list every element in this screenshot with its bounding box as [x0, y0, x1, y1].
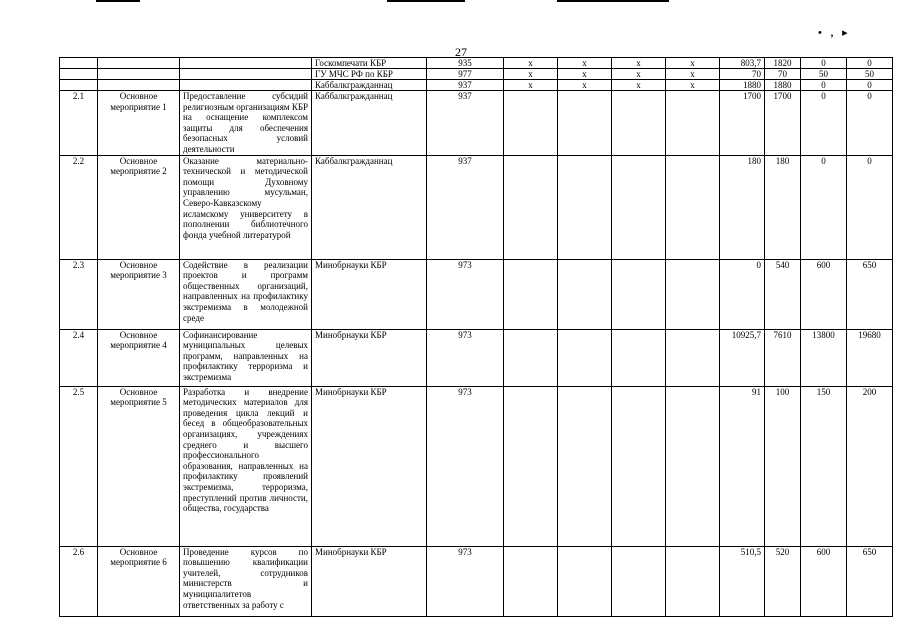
budget-table-body [60, 58, 893, 617]
x-cell: x [666, 80, 720, 91]
code-cell: 973 [427, 329, 504, 386]
amount-cell: 0 [720, 259, 765, 329]
empty-cell [504, 329, 558, 386]
empty-cell [180, 58, 312, 69]
amount-cell: 1700 [765, 91, 801, 156]
code-cell: 935 [427, 58, 504, 69]
empty-cell [98, 69, 180, 80]
empty-cell [558, 386, 612, 546]
executor-cell: ГУ МЧС РФ по КБР [312, 69, 427, 80]
empty-cell [612, 546, 666, 616]
amount-cell: 50 [847, 69, 893, 80]
empty-cell [504, 386, 558, 546]
amount-cell: 70 [765, 69, 801, 80]
amount-cell: 50 [801, 69, 847, 80]
scan-top-line [96, 0, 140, 2]
amount-cell: 600 [801, 259, 847, 329]
empty-cell [98, 58, 180, 69]
amount-cell: 7610 [765, 329, 801, 386]
x-cell: x [504, 58, 558, 69]
table-row [60, 546, 893, 616]
x-cell: x [558, 58, 612, 69]
measure-description: Оказание материально-технической и методической помощи Духовному управлению мусульман, Северо-Кавказскому исламскому университету в пополнении библиотечного фонда учебной литературой [180, 155, 312, 259]
table-row [60, 155, 893, 259]
amount-cell: 520 [765, 546, 801, 616]
amount-cell: 0 [847, 58, 893, 69]
empty-cell [666, 386, 720, 546]
row-number: 2.1 [60, 91, 98, 156]
empty-cell [612, 259, 666, 329]
amount-cell: 180 [720, 155, 765, 259]
header-row [60, 58, 893, 69]
measure-description: Разработка и внедрение методических материалов для проведения цикла лекций и бесед в общеобразовательных организациях, учреждениях среднего и высшего профессионального образования, направленных на профилактику проявлений экстремизма, терроризма, преступлений против личности, общества, государства [180, 386, 312, 546]
amount-cell: 180 [765, 155, 801, 259]
executor-cell: Минобрнауки КБР [312, 386, 427, 546]
amount-cell: 13800 [801, 329, 847, 386]
empty-cell [98, 80, 180, 91]
measure-name: Основное мероприятие 5 [98, 386, 180, 546]
x-cell: x [612, 58, 666, 69]
amount-cell: 0 [847, 80, 893, 91]
code-cell: 937 [427, 155, 504, 259]
amount-cell: 540 [765, 259, 801, 329]
measure-description: Содействие в реализации проектов и программ общественных организаций, направленных на профилактику экстремизма в молодежной среде [180, 259, 312, 329]
amount-cell: 19680 [847, 329, 893, 386]
amount-cell: 200 [847, 386, 893, 546]
amount-cell: 70 [720, 69, 765, 80]
executor-cell: Каббалкгражданнац [312, 80, 427, 91]
amount-cell: 650 [847, 259, 893, 329]
amount-cell: 1700 [720, 91, 765, 156]
executor-cell: Минобрнауки КБР [312, 259, 427, 329]
amount-cell: 150 [801, 386, 847, 546]
code-cell: 973 [427, 386, 504, 546]
row-number: 2.4 [60, 329, 98, 386]
empty-cell [612, 386, 666, 546]
amount-cell: 600 [801, 546, 847, 616]
empty-cell [180, 69, 312, 80]
x-cell: x [504, 69, 558, 80]
measure-description: Предоставление субсидий религиозным организациям КБР на оснащение комплексом защиты для обеспечения безопасных условий деятельности [180, 91, 312, 156]
empty-cell [666, 259, 720, 329]
executor-cell: Госкомпечати КБР [312, 58, 427, 69]
x-cell: x [666, 58, 720, 69]
empty-cell [180, 80, 312, 91]
amount-cell: 1820 [765, 58, 801, 69]
budget-table [59, 57, 893, 617]
code-cell: 937 [427, 80, 504, 91]
header-row [60, 80, 893, 91]
amount-cell: 0 [801, 80, 847, 91]
table-row [60, 259, 893, 329]
code-cell: 977 [427, 69, 504, 80]
amount-cell: 0 [801, 91, 847, 156]
amount-cell: 10925,7 [720, 329, 765, 386]
empty-cell [666, 155, 720, 259]
measure-name: Основное мероприятие 4 [98, 329, 180, 386]
code-cell: 973 [427, 546, 504, 616]
empty-cell [504, 259, 558, 329]
corner-mark: • , ▸ [818, 27, 851, 39]
x-cell: x [612, 69, 666, 80]
measure-name: Основное мероприятие 6 [98, 546, 180, 616]
table-row [60, 91, 893, 156]
empty-cell [612, 155, 666, 259]
measure-description: Софинансирование муниципальных целевых программ, направленных на профилактику терроризма и экстремизма [180, 329, 312, 386]
empty-cell [558, 155, 612, 259]
amount-cell: 0 [801, 58, 847, 69]
executor-cell: Минобрнауки КБР [312, 329, 427, 386]
amount-cell: 650 [847, 546, 893, 616]
empty-cell [558, 546, 612, 616]
amount-cell: 0 [801, 155, 847, 259]
measure-name: Основное мероприятие 3 [98, 259, 180, 329]
code-cell: 937 [427, 91, 504, 156]
x-cell: x [612, 80, 666, 91]
empty-cell [666, 546, 720, 616]
table-row [60, 386, 893, 546]
table-row [60, 329, 893, 386]
empty-cell [666, 91, 720, 156]
executor-cell: Каббалкгражданнац [312, 91, 427, 156]
x-cell: x [504, 80, 558, 91]
empty-cell [60, 69, 98, 80]
amount-cell: 510,5 [720, 546, 765, 616]
empty-cell [504, 155, 558, 259]
x-cell: x [666, 69, 720, 80]
row-number: 2.5 [60, 386, 98, 546]
empty-cell [558, 329, 612, 386]
empty-cell [612, 91, 666, 156]
row-number: 2.2 [60, 155, 98, 259]
scan-top-line [387, 0, 465, 2]
amount-cell: 0 [847, 91, 893, 156]
empty-cell [558, 259, 612, 329]
amount-cell: 803,7 [720, 58, 765, 69]
page-number: 27 [455, 45, 467, 59]
amount-cell: 0 [847, 155, 893, 259]
scan-top-line [557, 0, 669, 2]
empty-cell [60, 58, 98, 69]
executor-cell: Минобрнауки КБР [312, 546, 427, 616]
empty-cell [504, 546, 558, 616]
empty-cell [558, 91, 612, 156]
amount-cell: 1880 [720, 80, 765, 91]
empty-cell [60, 80, 98, 91]
measure-name: Основное мероприятие 2 [98, 155, 180, 259]
empty-cell [504, 91, 558, 156]
empty-cell [612, 329, 666, 386]
amount-cell: 91 [720, 386, 765, 546]
row-number: 2.6 [60, 546, 98, 616]
amount-cell: 100 [765, 386, 801, 546]
executor-cell: Каббалкгражданнац [312, 155, 427, 259]
header-row [60, 69, 893, 80]
code-cell: 973 [427, 259, 504, 329]
empty-cell [666, 329, 720, 386]
measure-name: Основное мероприятие 1 [98, 91, 180, 156]
x-cell: x [558, 69, 612, 80]
amount-cell: 1880 [765, 80, 801, 91]
row-number: 2.3 [60, 259, 98, 329]
measure-description: Проведение курсов по повышению квалификации учителей, сотрудников министерств и муниципалитетов ответственных за работу с [180, 546, 312, 616]
x-cell: x [558, 80, 612, 91]
